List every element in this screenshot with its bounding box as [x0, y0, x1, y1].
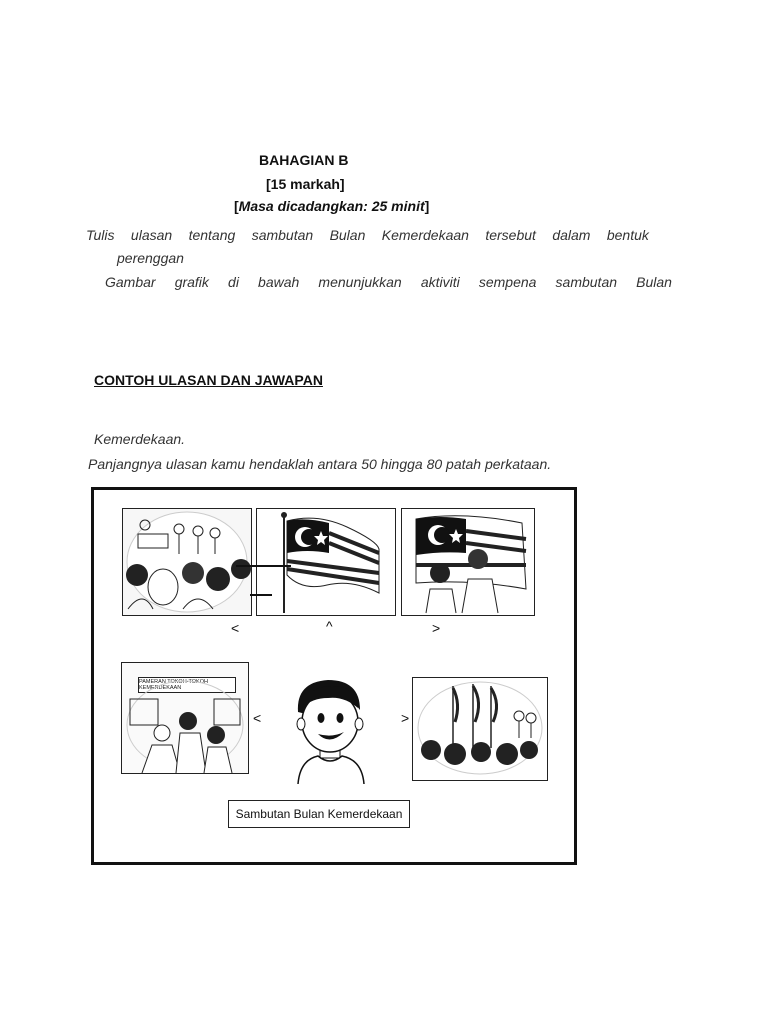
suggested-time-text: Masa dicadangkan: 25 minit — [238, 198, 425, 214]
arrow-mid-right: > — [401, 710, 410, 726]
ceremony-picture — [122, 508, 252, 616]
boy-illustration — [288, 674, 370, 784]
exhibition-illustration — [122, 663, 248, 773]
arrow-top-left: < — [231, 620, 240, 636]
word: bentuk — [606, 227, 649, 243]
arrow-top-middle: ^ — [326, 618, 333, 634]
example-heading: CONTOH ULASAN DAN JAWAPAN — [94, 372, 323, 388]
word: grafik — [174, 274, 209, 290]
word: di — [228, 274, 239, 290]
arrow-top-right: > — [432, 620, 441, 636]
word: Bulan — [329, 227, 366, 243]
word: tentang — [188, 227, 236, 243]
word: Bulan — [636, 274, 672, 290]
figure-caption: Sambutan Bulan Kemerdekaan — [228, 800, 410, 828]
parade-illustration — [413, 678, 547, 780]
exhibition-banner: PAMERAN TOKOH-TOKOH KEMERDEKAAN — [138, 677, 236, 693]
boy-picture — [288, 674, 370, 784]
waving-flags-picture — [401, 508, 535, 616]
instruction-line-3: Kemerdekaan. — [94, 431, 186, 447]
suggested-time-close: ] — [424, 198, 430, 214]
word: Kemerdekaan — [381, 227, 469, 243]
word: sambutan — [555, 274, 618, 290]
word: sempena — [478, 274, 537, 290]
connector-line — [250, 594, 272, 596]
word: tersebut — [485, 227, 536, 243]
connector-line — [236, 565, 291, 567]
suggested-time-open: [ — [234, 198, 239, 214]
flag-picture — [256, 508, 396, 616]
word: menunjukkan — [318, 274, 402, 290]
marks-label: [15 markah] — [266, 176, 345, 192]
word: sambutan — [251, 227, 314, 243]
word: ulasan — [130, 227, 173, 243]
malaysian-flag-illustration — [257, 509, 395, 615]
section-title: BAHAGIAN B — [259, 152, 349, 168]
waving-flags-illustration — [402, 509, 534, 615]
instruction-line-1-continuation: perenggan — [117, 250, 184, 266]
instruction-line-1 — [86, 227, 649, 243]
instruction-line-4: Panjangnya ulasan kamu hendaklah antara 50 hingga 80 patah perkataan. — [88, 456, 552, 472]
word: Tulis — [86, 227, 115, 243]
suggested-time — [234, 198, 429, 216]
word: Gambar — [105, 274, 156, 290]
parade-picture — [412, 677, 548, 781]
exhibition-picture — [121, 662, 249, 774]
arrow-mid-left: < — [253, 710, 262, 726]
word: aktiviti — [420, 274, 460, 290]
ceremony-illustration — [123, 509, 251, 615]
word: dalam — [552, 227, 591, 243]
instruction-line-2 — [105, 274, 672, 290]
word: bawah — [258, 274, 300, 290]
